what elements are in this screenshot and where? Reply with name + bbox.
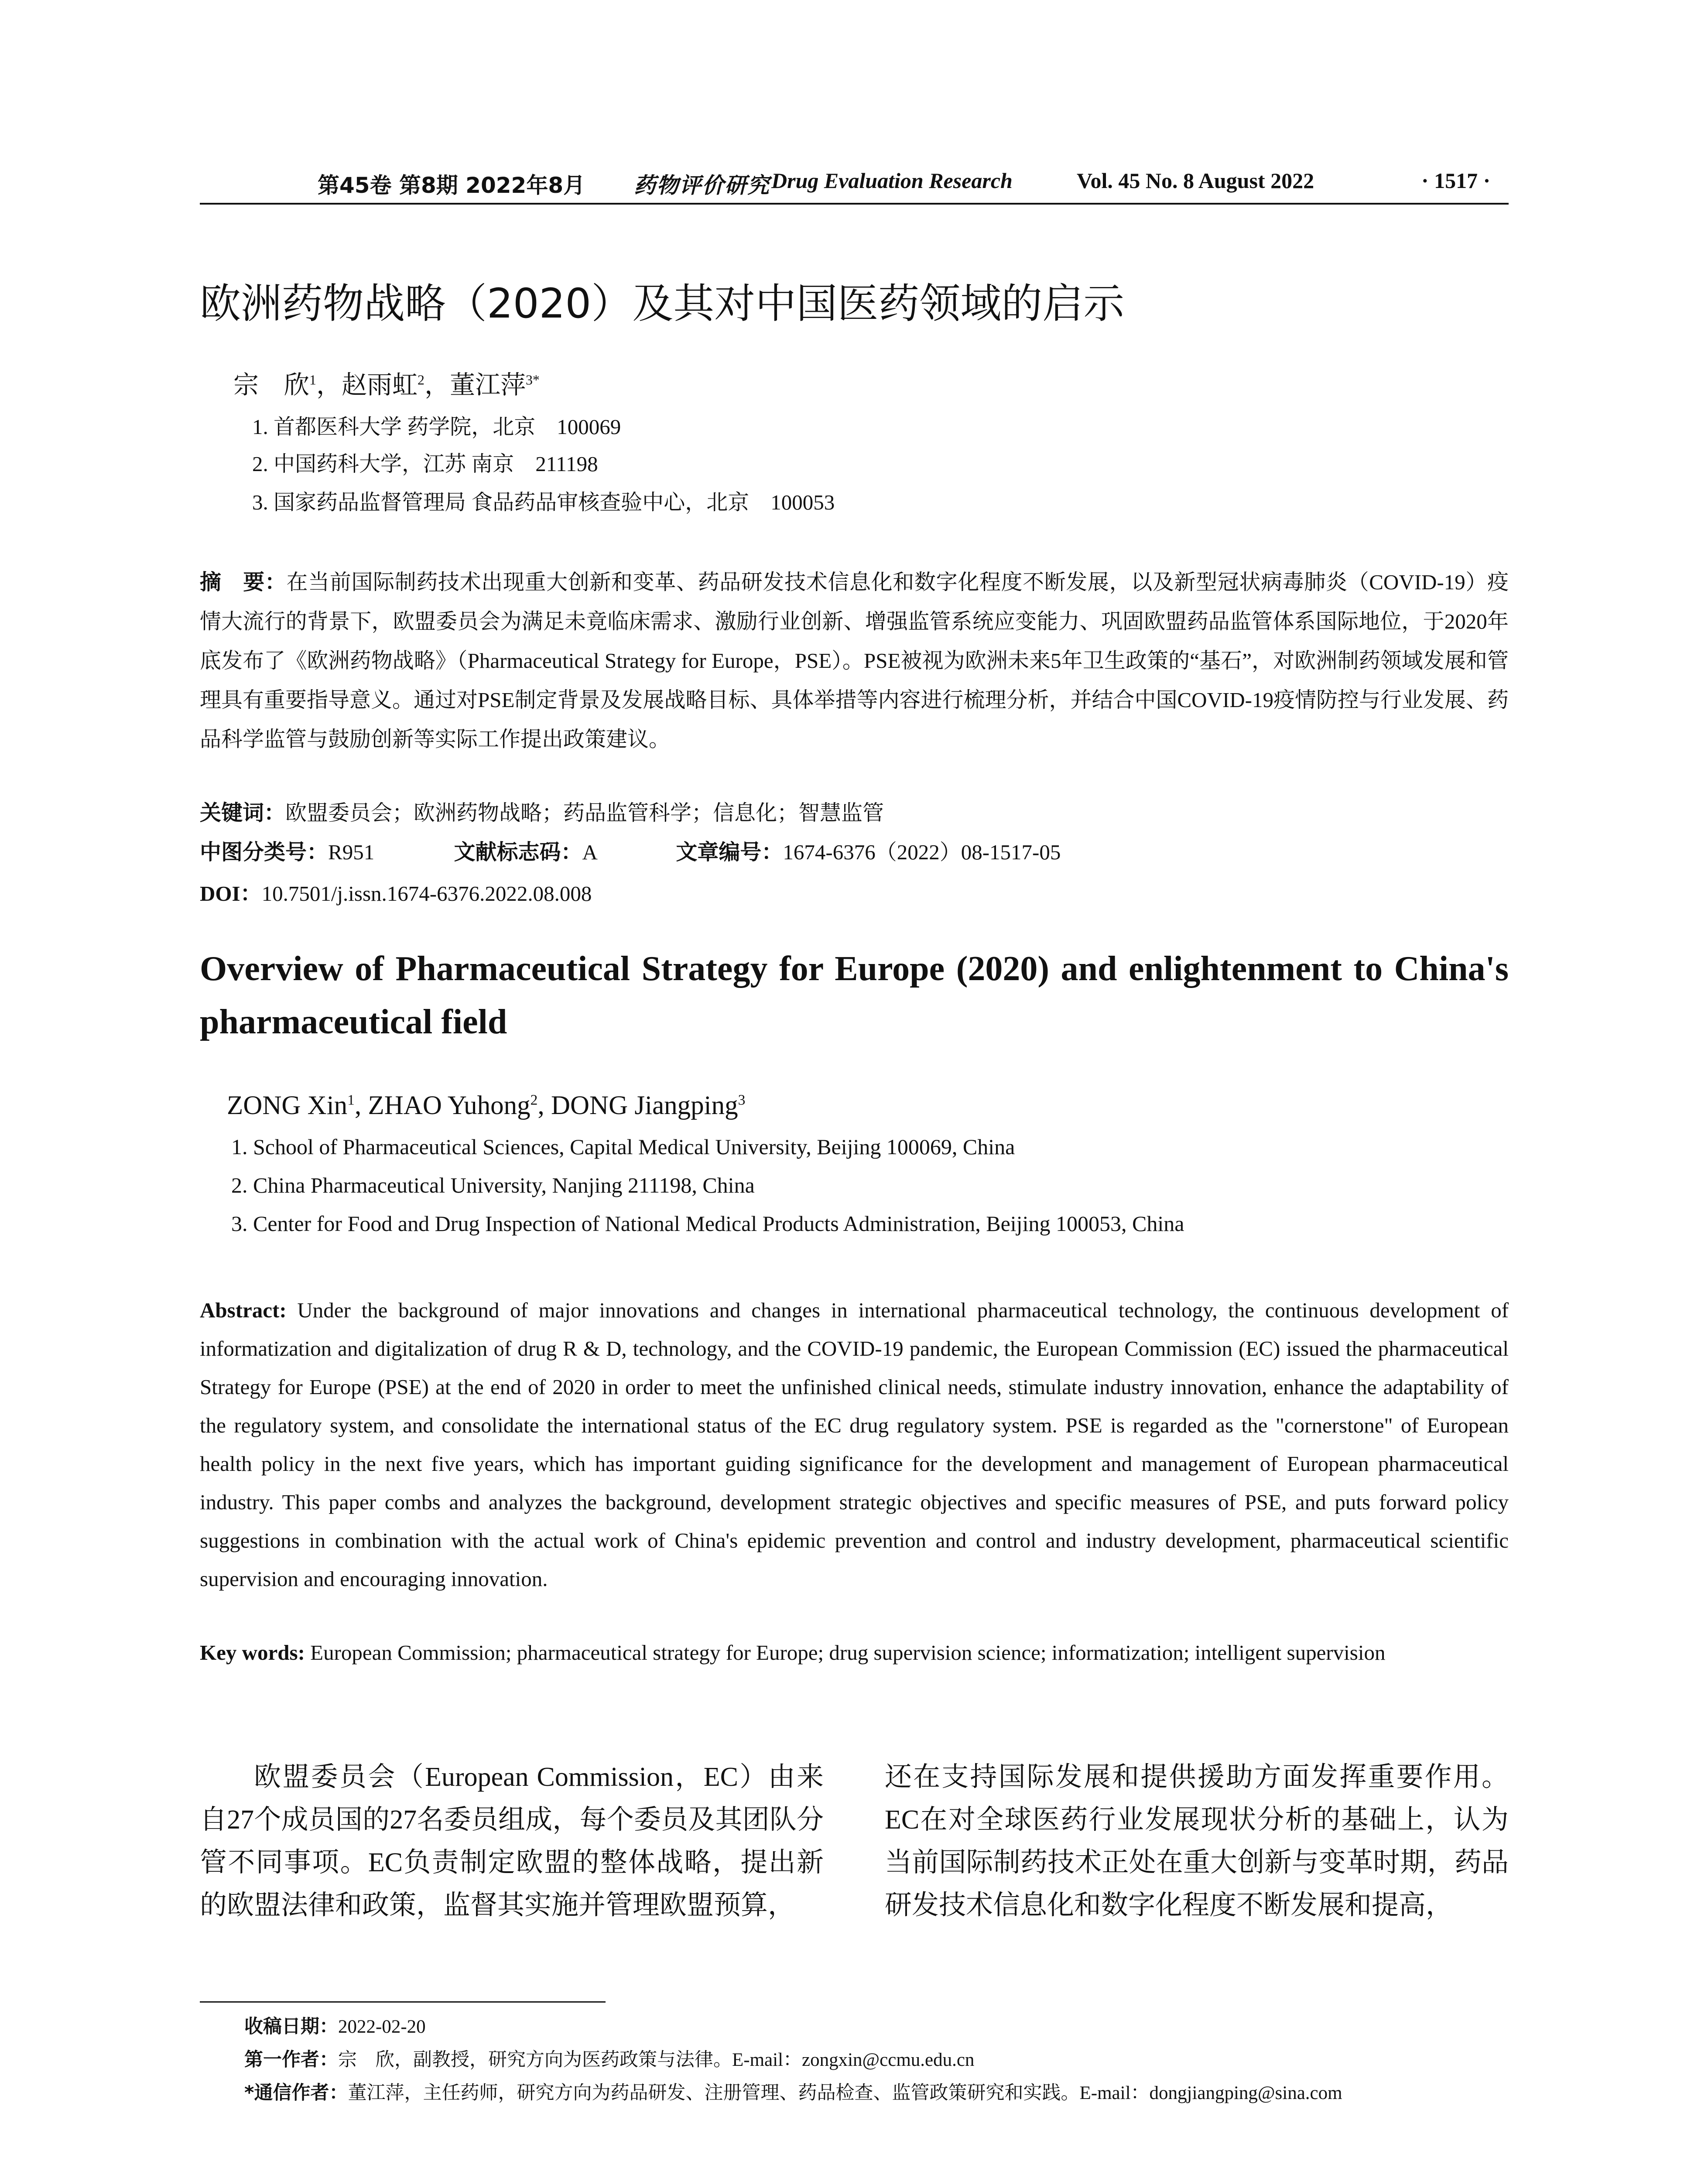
english-keywords: [200, 1634, 1509, 1672]
header-rule: [200, 203, 1509, 205]
chinese-authors: [233, 364, 540, 401]
author-name: ZONG Xin: [227, 1091, 348, 1120]
abstract-label: 摘 要：: [200, 570, 287, 595]
footnote-value: 2022-02-20: [338, 2017, 426, 2037]
journal-name: Drug Evaluation Research: [771, 168, 1013, 193]
chinese-abstract: [200, 563, 1509, 759]
doc-code-value: A: [582, 840, 597, 864]
footnote-first-author: [244, 2045, 974, 2072]
footnote-corresponding: [244, 2078, 1342, 2105]
author-affil-mark: 1: [347, 1092, 355, 1108]
author-name: 赵雨虹: [341, 371, 418, 399]
volume-info: Vol. 45 No. 8 August 2022: [1077, 168, 1314, 193]
footnote-label: 第一作者：: [244, 2049, 338, 2071]
chinese-title: 欧洲药物战略（2020）及其对中国医药领域的启示: [200, 280, 1125, 328]
chinese-affiliation: 1. 首都医科大学 药学院，北京 100069: [252, 415, 621, 439]
classification-line: [200, 835, 1061, 866]
english-affiliation: 2. China Pharmaceutical University, Nanjing 211198, China: [231, 1173, 755, 1197]
chinese-affiliation: 2. 中国药科大学，江苏 南京 211198: [252, 452, 598, 476]
abstract-text: Under the background of major innovations and changes in international pharmaceutical technology, the continuous development of informatization and digitalization of drug R & D, technology, and the COVID-19 pandemic, the European Commission (EC) issued the pharmaceutical Strategy for Europe (PSE) at the end of 2020 in order to meet the unfinished clinical needs, stimulate industry innovation, enhance the adaptability of the regulatory system, and consolidate the international status of the EC drug regulatory system. PSE is regarded as the "cornerstone" of European health policy in the next five years, which has important guiding significance for the development and management of European pharmaceutical industry. This paper combs and analyzes the background, development strategic objectives and specific measures of PSE, and puts forward policy suggestions in combination with the actual work of China's epidemic prevention and control and industry development, pharmaceutical scientific supervision and encouraging innovation.: [200, 1298, 1509, 1591]
chinese-affiliation: 3. 国家药品监督管理局 食品药品审核查验中心，北京 100053: [252, 490, 835, 514]
clc-value: R951: [328, 840, 375, 864]
running-header: [200, 168, 1509, 198]
footnote-received: [244, 2012, 426, 2038]
doi-value: 10.7501/j.issn.1674-6376.2022.08.008: [261, 882, 592, 906]
author-affil-mark: 2: [418, 372, 424, 388]
author-affil-mark: 3*: [525, 372, 540, 388]
english-title: Overview of Pharmaceutical Strategy for Europe (2020) and enlightenment to China's pharmaceutical field: [200, 950, 1509, 1041]
footnote-label: *通信作者：: [244, 2082, 348, 2104]
doc-code-label: 文献标志码：: [454, 840, 582, 865]
author-separator: ，: [424, 371, 450, 399]
journal-logo: 药物评价研究: [634, 173, 770, 198]
author-affil-mark: 1: [309, 372, 316, 388]
abstract-text: 在当前国际制药技术出现重大创新和变革、药品研发技术信息化和数字化程度不断发展，以及新型冠状病毒肺炎（COVID-19）疫情大流行的背景下，欧盟委员会为满足未竟临床需求、激励行业创新、增强监管系统应变能力、巩固欧盟药品监管体系国际地位，于2020年底发布了《欧洲药物战略》（Pharmaceutical Strategy for Europe，PSE）。PSE被视为欧洲未来5年卫生政策的“基石”，对欧洲制药领域发展和管理具有重要指导意义。通过对PSE制定背景及发展战略目标、具体举措等内容进行梳理分析，并结合中国COVID-19疫情防控与行业发展、药品科学监管与鼓励创新等实际工作提出政策建议。: [200, 570, 1509, 751]
english-authors: [227, 1090, 745, 1121]
body-column-right: 还在支持国际发展和提供援助方面发挥重要作用。EC在对全球医药行业发展现状分析的基础上，认为当前国际制药技术正处在重大创新与变革时期，药品研发技术信息化和数字化程度不断发展和提高，: [885, 1762, 1509, 1920]
clc-label: 中图分类号：: [200, 840, 329, 865]
author-name: , DONG Jiangping: [537, 1091, 738, 1120]
author-separator: ，: [316, 371, 342, 399]
keywords-label: 关键词：: [200, 800, 286, 825]
keywords-label: Key words:: [200, 1641, 305, 1665]
footnote-value: 董江萍，主任药师，研究方向为药品研发、注册管理、药品检查、监管政策研究和实践。E-mail：dongjiangping@sina.com: [348, 2083, 1342, 2103]
page-number: · 1517 ·: [1421, 168, 1491, 193]
abstract-label: Abstract:: [200, 1298, 287, 1322]
footnote-value: 宗 欣，副教授，研究方向为医药政策与法律。E-mail：zongxin@ccmu.edu.cn: [338, 2050, 975, 2070]
issue-info: 第45卷 第8期 2022年8月: [318, 173, 585, 198]
chinese-keywords: [200, 796, 884, 827]
author-name: 董江萍: [449, 371, 526, 399]
doi-label: DOI：: [200, 882, 262, 906]
author-affil-mark: 2: [530, 1092, 538, 1108]
author-name: 宗 欣: [233, 371, 310, 399]
author-affil-mark: 3: [738, 1092, 746, 1108]
english-affiliation: 1. School of Pharmaceutical Sciences, Capital Medical University, Beijing 100069, China: [231, 1135, 1015, 1159]
body-column-left: 欧盟委员会（European Commission，EC）由来自27个成员国的27名委员组成，每个委员及其团队分管不同事项。EC负责制定欧盟的整体战略，提出新的欧盟法律和政策，监督其实施并管理欧盟预算，: [200, 1762, 824, 1920]
footnote-label: 收稿日期：: [244, 2016, 338, 2037]
footnote-rule: [200, 2001, 606, 2003]
keywords-text: European Commission; pharmaceutical strategy for Europe; drug supervision science; informatization; intelligent supervision: [310, 1641, 1386, 1665]
keywords-text: 欧盟委员会；欧洲药物战略；药品监管科学；信息化；智慧监管: [285, 801, 884, 825]
doi-line: [200, 877, 592, 907]
english-affiliation: 3. Center for Food and Drug Inspection of National Medical Products Administration, Beijing 100053, China: [231, 1211, 1184, 1236]
author-name: , ZHAO Yuhong: [354, 1091, 531, 1120]
article-number-value: 1674-6376（2022）08-1517-05: [783, 840, 1061, 864]
article-number-label: 文章编号：: [676, 840, 783, 865]
english-abstract: [200, 1291, 1509, 1598]
